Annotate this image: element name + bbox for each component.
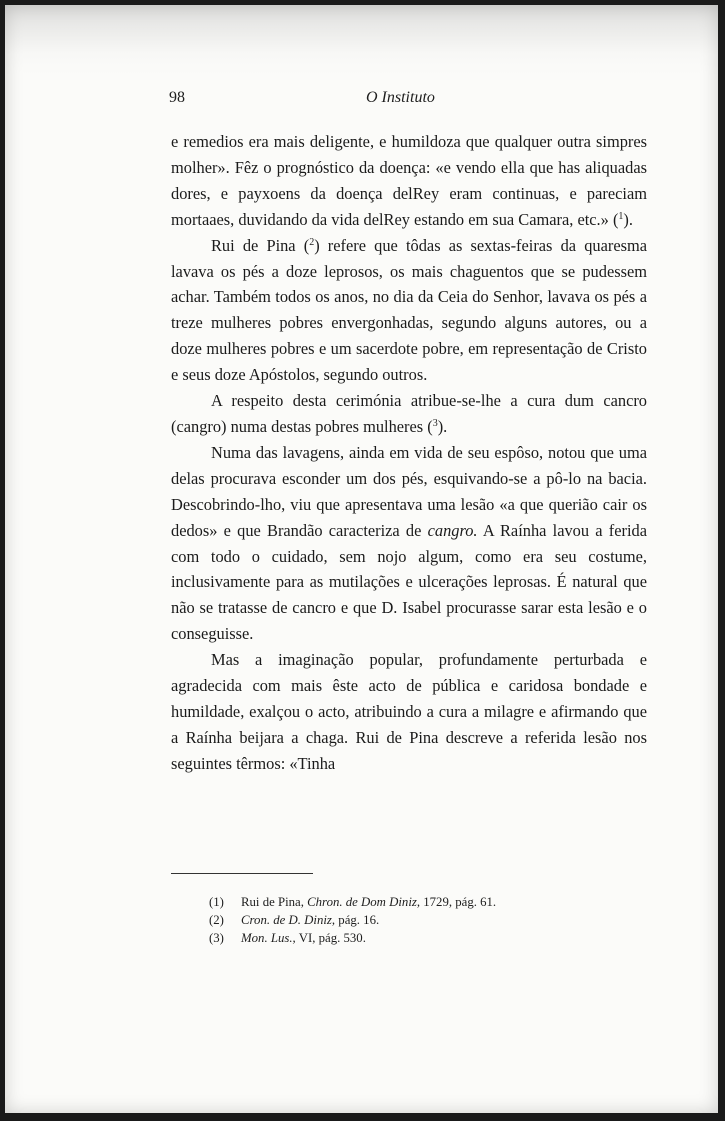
footnotes — [209, 893, 629, 947]
paragraph-2-text-b: ) refere que tôdas as sextas-feiras da quaresma lavava os pés a doze leprosos, os mais chaguentos que se pudessem achar. Também todos os anos, no dia da Ceia do Senhor, lavava os pés a treze mulheres pobres envergonhadas, segundo alguns autores, ou a doze mulheres pobres e um sacerdote pobre, em representação de Cristo e seus doze Apóstolos, segundo outros. — [171, 235, 647, 385]
page-number: 98 — [169, 89, 185, 106]
paragraph-4-italic-term: cangro. — [427, 520, 478, 540]
footnote-3-tail: VI, pág. 530. — [295, 931, 366, 945]
paragraph-1-text-a: e remedios era mais deligente, e humildoza que qualquer outra simpres molher». Fêz o prognóstico da doença: «e vendo ella que has aliquadas dores, e payxoens da doença delRey eram continuas, e pareciam mortaaes, duvidando da vida delRey estando em sua Camara, etc.» ( — [171, 132, 647, 229]
footnote-2-title: Cron. de D. Diniz, — [241, 913, 336, 927]
footnote-1-lead: Rui de Pina, — [241, 895, 308, 909]
body-text — [171, 129, 647, 777]
footnote-3-mark: (3) — [209, 931, 224, 945]
footnote-2-mark: (2) — [209, 913, 224, 927]
document-page — [5, 5, 718, 1113]
paragraph-1 — [171, 129, 647, 233]
footnote-3 — [209, 929, 629, 947]
footnote-ref-2: 2 — [309, 236, 315, 248]
footnote-1-tail: 1729, pág. 61. — [420, 895, 497, 909]
scan-shadow — [5, 5, 718, 75]
footnote-3-title: Mon. Lus., — [241, 931, 296, 945]
paragraph-3-text-a: A respeito desta cerimónia atribue-se-lhe a cura dum cancro (cangro) numa destas pobres mulheres ( — [171, 391, 647, 436]
footnote-2 — [209, 911, 629, 929]
paragraph-2 — [171, 233, 647, 388]
paragraph-4-text-a: Numa das lavagens, ainda em vida de seu espôso, notou que uma delas procurava esconder um dos pés, esquivando-se a pô-lo na bacia. Descobrindo-lho, viu que apresentava uma lesão «a que querião cair os dedos» e que Brandão caracteriza de — [171, 442, 647, 540]
running-header — [5, 89, 718, 113]
footnote-2-tail: pág. 16. — [335, 913, 380, 927]
footnote-1-mark: (1) — [209, 895, 224, 909]
footnote-ref-3: 3 — [432, 417, 438, 429]
journal-title: O Instituto — [366, 89, 435, 106]
paragraph-2-text-a: Rui de Pina ( — [211, 235, 310, 255]
paragraph-4 — [171, 440, 647, 647]
paragraph-5-text: Mas a imaginação popular, profundamente perturbada e agradecida com mais êste acto de pública e caridosa bondade e humildade, exalçou o acto, atribuindo a cura a milagre e afirmando que a Raínha beijara a chaga. Rui de Pina descreve a referida lesão nos seguintes têrmos: «Tinha — [171, 650, 647, 773]
footnote-divider — [171, 873, 313, 874]
paragraph-4-text-b: A Raínha lavou a ferida com todo o cuidado, sem nojo algum, como era seu costume, inclusivamente para as mutilações e ulcerações leprosas. É natural que não se tratasse de cancro e que D. Isabel procurasse sarar esta lesão e o conseguisse. — [171, 520, 647, 644]
paragraph-1-text-b: ). — [623, 209, 633, 229]
footnote-ref-1: 1 — [618, 210, 624, 222]
paragraph-3 — [171, 388, 647, 440]
footnote-1 — [209, 893, 629, 911]
paragraph-3-text-b: ). — [437, 416, 448, 436]
footnote-1-title: Chron. de Dom Diniz, — [307, 895, 421, 909]
paragraph-5 — [171, 647, 647, 777]
